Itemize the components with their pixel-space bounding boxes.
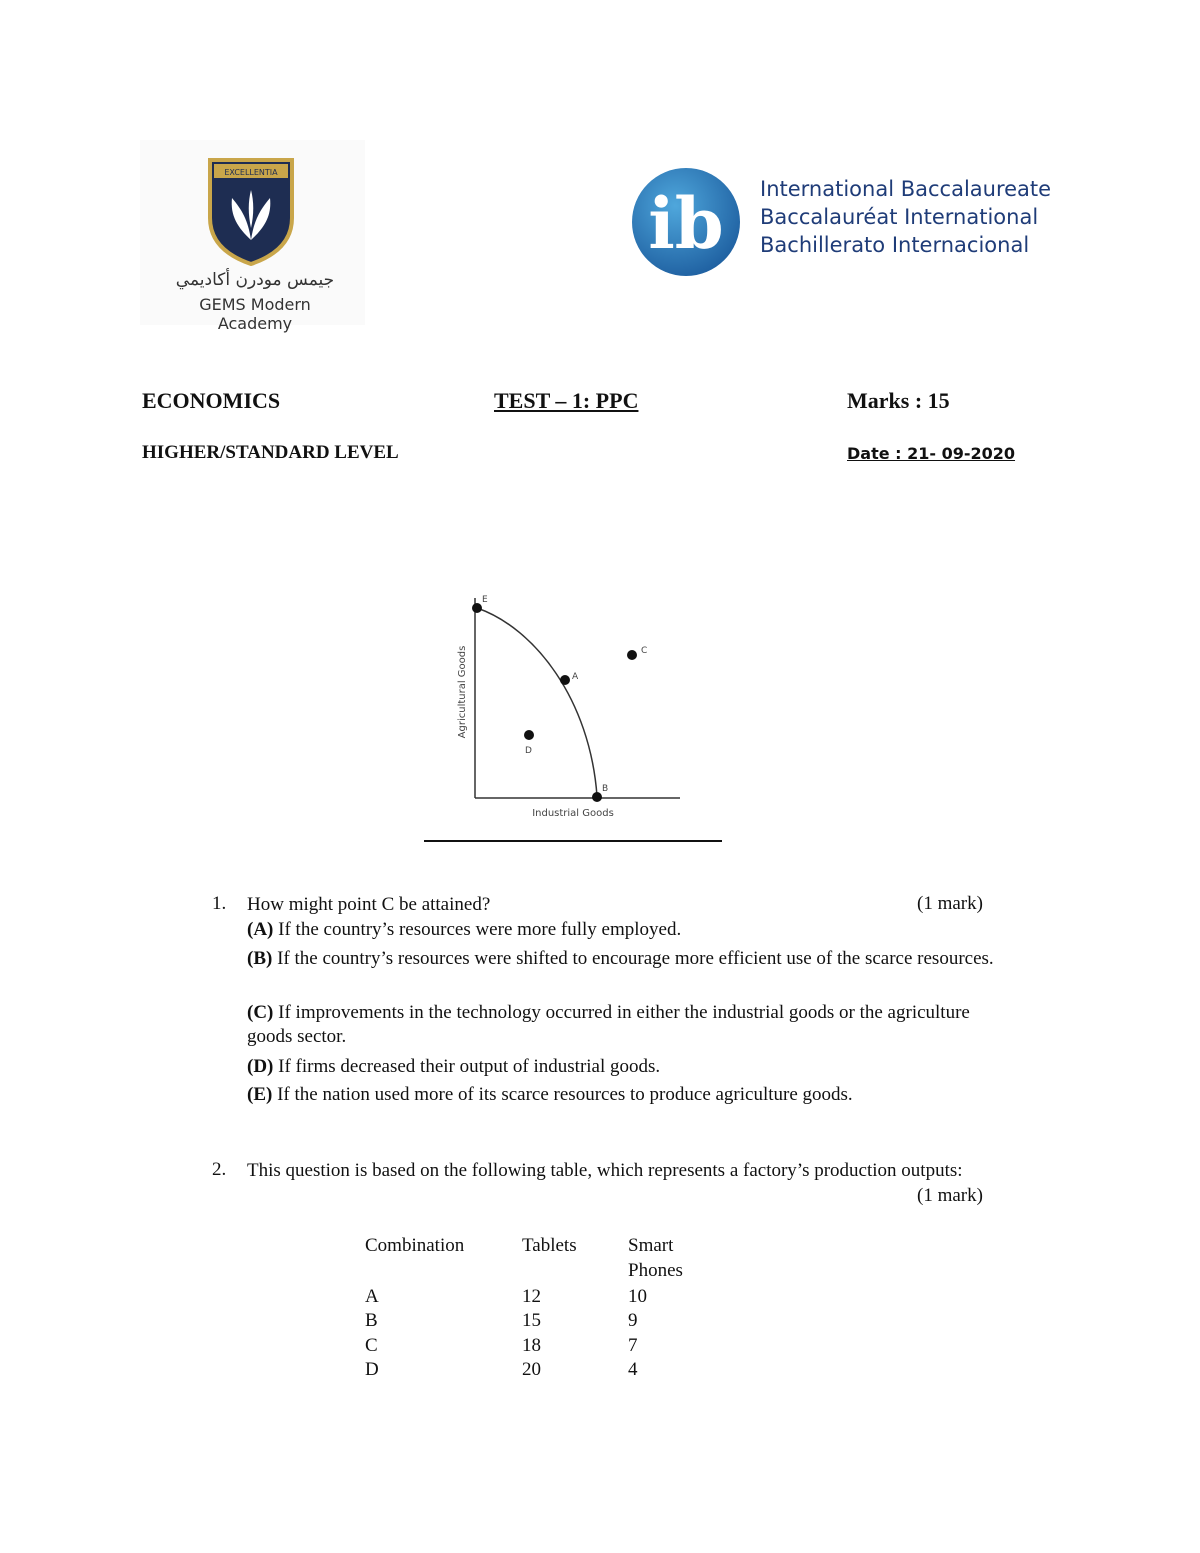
x-axis-label: Industrial Goods (532, 808, 614, 819)
table-cell: 9 (628, 1310, 638, 1331)
option-b-letter: (B) (247, 948, 273, 969)
point-b-marker (592, 792, 602, 802)
level-label: HIGHER/STANDARD LEVEL (142, 442, 399, 463)
ppc-diagram (440, 580, 700, 830)
option-b-text: If the country’s resources were shifted to encourage more efficient use of the scarce resources. (272, 948, 994, 969)
ib-mark: ib (648, 182, 724, 265)
table-cell: 10 (628, 1286, 647, 1307)
point-d-marker (524, 730, 534, 740)
option-b (247, 947, 1007, 971)
table-header-smart: Smart (628, 1235, 674, 1256)
point-a-label: A (572, 672, 579, 682)
ib-name-english: International Baccalaureate (760, 177, 1052, 201)
question-2-marks: (1 mark) (917, 1185, 983, 1206)
option-e-letter: (E) (247, 1084, 273, 1105)
point-a-marker (560, 675, 570, 685)
table-cell: 7 (628, 1335, 638, 1356)
school-name: GEMS Modern Academy (199, 295, 311, 333)
point-e-marker (472, 603, 482, 613)
table-header-combination: Combination (365, 1235, 465, 1256)
table-header-tablets: Tablets (522, 1235, 577, 1256)
question-1-marks: (1 mark) (917, 893, 983, 914)
option-e-text: If the nation used more of its scarce resources to produce agriculture goods. (272, 1084, 853, 1105)
school-crest-icon (208, 158, 294, 266)
total-marks: Marks : 15 (847, 388, 950, 413)
table-header-phones: Phones (628, 1260, 683, 1281)
table-cell: 18 (522, 1335, 541, 1356)
table-cell: 4 (628, 1359, 638, 1380)
option-a (247, 918, 1007, 942)
table-cell: C (365, 1335, 378, 1356)
option-c-text: If improvements in the technology occurred in either the industrial goods or the agriculture goods sector. (247, 1002, 970, 1047)
point-b-label: B (602, 784, 609, 794)
point-c-marker (627, 650, 637, 660)
y-axis-label: Agricultural Goods (457, 645, 468, 739)
divider-line (424, 840, 722, 842)
option-d-letter: (D) (247, 1056, 274, 1077)
ppc-curve (477, 608, 597, 796)
option-a-letter: (A) (247, 919, 274, 940)
test-title: TEST – 1: PPC (494, 388, 639, 413)
point-c-label: C (641, 646, 648, 656)
question-2-number: 2. (212, 1159, 227, 1180)
table-cell: 15 (522, 1310, 541, 1331)
option-e (247, 1083, 1007, 1107)
option-c-letter: (C) (247, 1002, 274, 1023)
ib-name-spanish: Bachillerato Internacional (760, 233, 1030, 257)
school-name-arabic: جيمس مودرن أكاديمي (175, 270, 335, 290)
table-cell: 20 (522, 1359, 541, 1380)
option-d (247, 1055, 1007, 1079)
option-d-text: If firms decreased their output of industrial goods. (273, 1056, 661, 1077)
table-cell: B (365, 1310, 378, 1331)
option-c (247, 1001, 987, 1049)
ib-logo-icon (626, 166, 746, 278)
crest-motto: EXCELLENTIA (224, 168, 278, 177)
question-1-number: 1. (212, 893, 227, 914)
ib-name-french: Baccalauréat International (760, 205, 1039, 229)
table-cell: 12 (522, 1286, 541, 1307)
table-cell: D (365, 1359, 379, 1380)
subject-title: ECONOMICS (142, 388, 281, 413)
question-2-text: This question is based on the following table, which represents a factory’s production outputs: (247, 1160, 963, 1181)
point-d-label: D (525, 746, 532, 756)
question-1-text: How might point C be attained? (247, 894, 491, 915)
test-date: Date : 21- 09-2020 (847, 444, 1016, 463)
option-a-text: If the country’s resources were more fully employed. (273, 919, 682, 940)
point-e-label: E (482, 595, 488, 605)
table-cell: A (365, 1286, 379, 1307)
